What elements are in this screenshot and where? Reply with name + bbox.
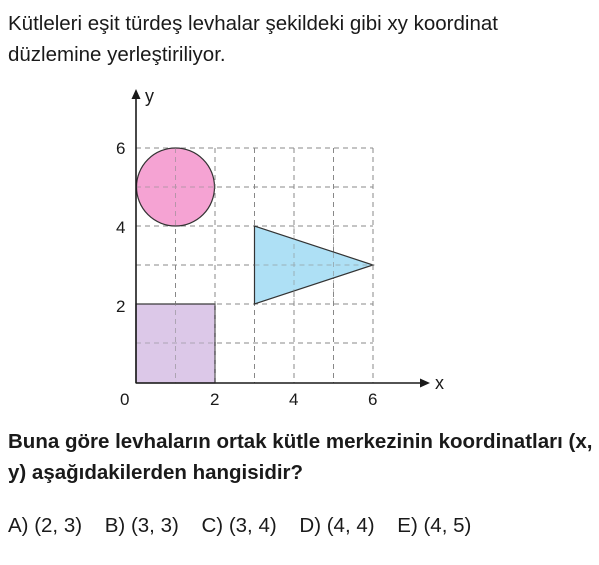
y-tick-4: 4 xyxy=(116,218,126,237)
intro-text: Kütleleri eşit türdeş levhalar şekildeki gibi xy koordinat düzlemine yerleştiriliyor. xyxy=(8,12,498,66)
option-c[interactable]: C) (3, 4) xyxy=(201,514,277,537)
x-tick-6: 6 xyxy=(368,390,378,409)
y-axis-label: y xyxy=(145,86,154,106)
y-tick-6: 6 xyxy=(116,139,126,158)
option-d[interactable]: D) (4, 4) xyxy=(299,514,375,537)
x-tick-0: 0 xyxy=(120,390,130,409)
x-tick-2: 2 xyxy=(210,390,220,409)
y-tick-2: 2 xyxy=(116,297,126,316)
option-b[interactable]: B) (3, 3) xyxy=(104,514,179,537)
option-a[interactable]: A) (2, 3) xyxy=(8,514,83,537)
question-text: Buna göre levhaların ortak kütle merkezinin koordinatları (x, y) aşağıdakilerden hangisidir? xyxy=(8,430,593,484)
x-axis-label: x xyxy=(435,373,444,393)
x-tick-4: 4 xyxy=(289,390,299,409)
option-e[interactable]: E) (4, 5) xyxy=(397,514,472,537)
answer-options xyxy=(8,510,593,541)
